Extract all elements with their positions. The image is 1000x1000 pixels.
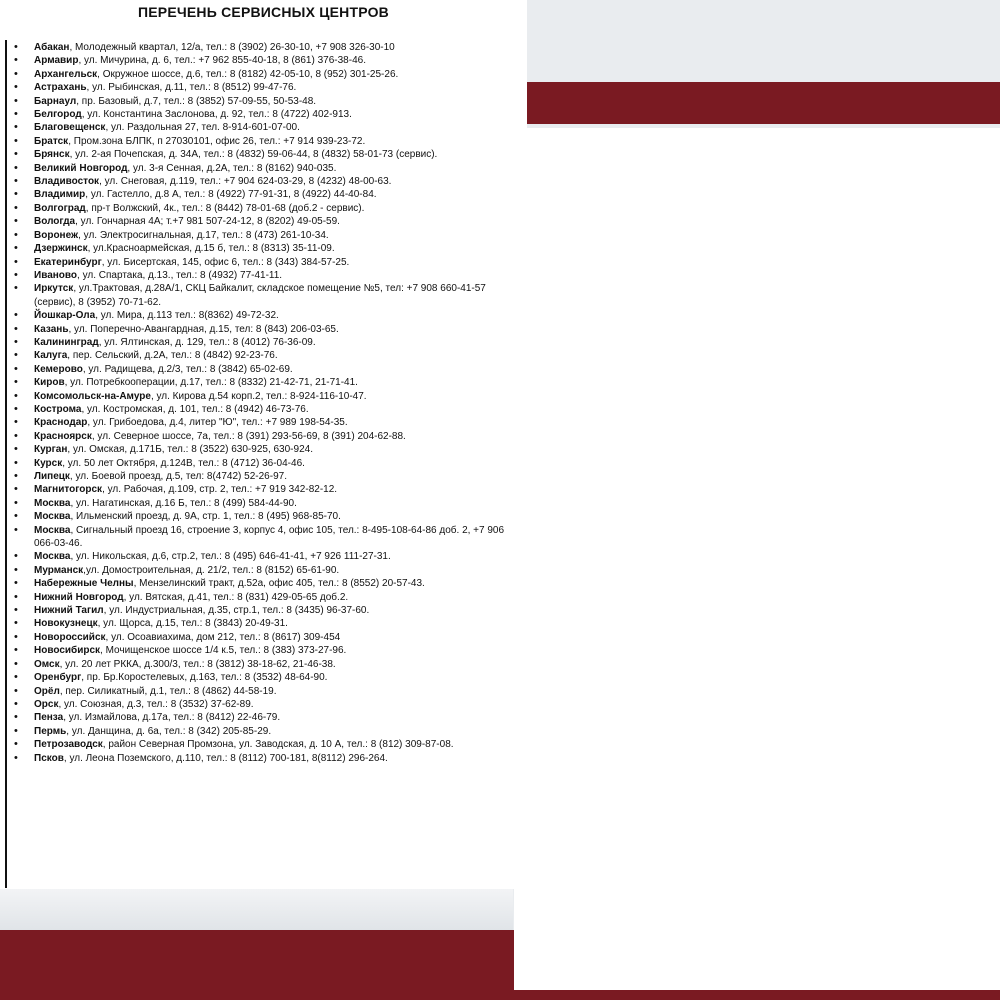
city-name: Нижний Новгород (34, 591, 124, 603)
list-item (10, 564, 516, 577)
list-item (10, 604, 516, 617)
address-text: , ул. Рыбинская, д.11, тел.: 8 (8512) 99-47-76. (86, 82, 297, 94)
city-name: Вологда (34, 216, 76, 228)
city-name: Орск (34, 698, 59, 710)
city-name: Калининград (34, 336, 99, 348)
list-item (10, 81, 516, 94)
list-item (10, 309, 516, 322)
address-text: , ул. Электросигнальная, д.17, тел.: 8 (473) 261-10-34. (78, 229, 329, 241)
grey-stripe (0, 888, 513, 933)
list-item (10, 229, 516, 242)
address-text: , Пром.зона БЛПК, п 27030101, офис 26, тел.: +7 914 939-23-72. (68, 135, 366, 147)
address-text: , ул. 50 лет Октября, д.124В, тел.: 8 (4712) 36-04-46. (62, 457, 305, 469)
city-name: Владимир (34, 189, 86, 201)
city-name: Новороссийск (34, 631, 106, 643)
address-text: , пер. Силикатный, д.1, тел.: 8 (4862) 44-58-19. (59, 685, 277, 697)
address-text: , ул. Боевой проезд, д.5, тел: 8(4742) 52-26-97. (69, 471, 287, 482)
address-text: , ул. Поперечно-Авангардная, д.15, тел: 8 (843) 206-03-65. (68, 323, 339, 335)
city-name: Йошкар-Ола (34, 310, 96, 322)
list-item (10, 188, 516, 201)
city-name: Иркутск (34, 283, 74, 295)
city-name: Москва (34, 551, 71, 563)
city-name: Белгород (34, 109, 82, 121)
address-text: , ул. Вятская, д.41, тел.: 8 (831) 429-05-65 доб.2. (123, 591, 349, 603)
list-item (10, 95, 516, 108)
city-name: Орёл (34, 685, 60, 697)
city-name: Армавир (34, 55, 79, 67)
list-item (10, 443, 516, 456)
list-item (10, 390, 516, 403)
address-text: , ул. Ялтинская, д. 129, тел.: 8 (4012) 76-36-09. (98, 336, 316, 348)
address-text: , ул. Грибоедова, д.4, литер "Ю", тел.: +7 989 198-54-35. (87, 417, 348, 429)
address-text: , Мочищенское шоссе 1/4 к.5, тел.: 8 (383) 373-27-96. (100, 645, 347, 657)
list-item (10, 54, 516, 67)
list-item (10, 282, 516, 309)
city-name: Мурманск (34, 564, 84, 576)
address-text: , ул. Гастелло, д.8 А, тел.: 8 (4922) 77-91-31, 8 (4922) 44-40-84. (85, 189, 377, 201)
address-text: , пр. Базовый, д.7, тел.: 8 (3852) 57-09-55, 50-53-48. (76, 95, 317, 107)
list-item (10, 671, 516, 684)
address-text: , ул. Никольская, д.6, стр.2, тел.: 8 (495) 646-41-41, +7 926 111-27-31. (70, 551, 391, 563)
address-text: ,ул. Домостроительная, д. 21/2, тел.: 8 (8152) 65-61-90. (83, 564, 340, 576)
address-text: , ул. Бисертская, 145, офис 6, тел.: 8 (343) 384-57-25. (101, 256, 350, 268)
city-name: Дзержинск (34, 243, 88, 255)
address-text: , ул. Данщина, д. 6а, тел.: 8 (342) 205-85-29. (66, 725, 272, 737)
city-name: Петрозаводск (34, 739, 103, 751)
list-item (10, 470, 516, 483)
address-text: , ул. Омская, д.171Б, тел.: 8 (3522) 630-925, 630-924. (67, 444, 313, 456)
list-item (10, 577, 516, 590)
list-item (10, 148, 516, 161)
address-text: , Ильменский проезд, д. 9А, стр. 1, тел.: 8 (495) 968-85-70. (70, 511, 341, 523)
address-text: , Сигнальный проезд 16, строение 3, корпус 4, офис 105, тел.: 8-495-108-64-86 доб. 2, +7 906 066-03-46. (34, 524, 505, 550)
city-name: Набережные Челны (34, 578, 134, 590)
city-name: Екатеринбург (34, 256, 102, 268)
address-text: , ул. Константина Заслонова, д. 92, тел.: 8 (4722) 402-913. (81, 109, 352, 121)
city-name: Липецк (34, 471, 70, 482)
address-text: , пер. Сельский, д.2А, тел.: 8 (4842) 92-23-76. (67, 350, 278, 362)
city-name: Пермь (34, 725, 67, 737)
city-name: Новосибирск (34, 645, 101, 657)
list-item (10, 323, 516, 336)
city-name: Благовещенск (34, 122, 106, 134)
city-name: Архангельск (34, 68, 98, 80)
list-item (10, 269, 516, 282)
address-text: , ул. Снеговая, д.119, тел.: +7 904 624-03-29, 8 (4232) 48-00-63. (99, 176, 392, 188)
address-text: , ул. Гончарная 4А; т.+7 981 507-24-12, 8 (8202) 49-05-59. (75, 216, 340, 228)
address-text: , ул. Осоавиахима, дом 212, тел.: 8 (8617) 309-454 (105, 631, 341, 643)
list-item (10, 644, 516, 657)
page-title: ПЕРЕЧЕНЬ СЕРВИСНЫХ ЦЕНТРОВ (137, 4, 389, 20)
address-text: , Мензелинский тракт, д.52а, офис 405, тел.: 8 (8552) 20-57-43. (133, 578, 425, 590)
address-text: , ул. Радищева, д.2/3, тел.: 8 (3842) 65-02-69. (82, 363, 293, 375)
left-margin-line (5, 40, 7, 888)
address-text: , ул. Мичурина, д. 6, тел.: +7 962 855-40-18, 8 (861) 376-38-46. (78, 55, 366, 67)
list-item (10, 242, 516, 255)
list-item (10, 376, 516, 389)
city-name: Москва (34, 497, 71, 509)
list-item (10, 591, 516, 604)
city-name: Псков (34, 752, 64, 764)
city-name: Волгоград (34, 202, 86, 214)
city-name: Иваново (34, 269, 78, 281)
city-name: Казань (34, 323, 69, 335)
list-item (10, 162, 516, 175)
city-name: Москва (34, 511, 71, 523)
city-name: Москва (34, 524, 71, 536)
city-name: Нижний Тагил (34, 605, 104, 617)
list-item (10, 685, 516, 698)
city-name: Курск (34, 457, 63, 469)
address-text: , ул. Северное шоссе, 7а, тел.: 8 (391) 293-56-69, 8 (391) 204-62-88. (91, 430, 406, 442)
city-name: Абакан (34, 42, 70, 53)
city-name: Омск (34, 658, 60, 670)
address-text: , ул. 20 лет РККА, д.300/3, тел.: 8 (3812) 38-18-62, 21-46-38. (59, 658, 336, 670)
list-item (10, 631, 516, 644)
list-item (10, 202, 516, 215)
city-name: Киров (34, 377, 65, 389)
address-text: , ул. Леона Поземского, д.110, тел.: 8 (8112) 700-181, 8(8112) 296-264. (63, 752, 388, 764)
address-text: , ул. Индустриальная, д.35, стр.1, тел.: 8 (3435) 96-37-60. (103, 605, 370, 617)
address-text: , ул. Рабочая, д.109, стр. 2, тел.: +7 919 342-82-12. (102, 484, 338, 496)
list-item (10, 121, 516, 134)
city-name: Новокузнецк (34, 618, 98, 630)
list-item (10, 416, 516, 429)
address-text: , пр. Бр.Коростелевых, д.163, тел.: 8 (3532) 48-64-90. (81, 672, 328, 684)
city-name: Пенза (34, 712, 64, 724)
city-name: Братск (34, 135, 69, 147)
address-text: , пр-т Волжский, 4к., тел.: 8 (8442) 78-01-68 (доб.2 - сервис). (85, 202, 365, 214)
list-item (10, 363, 516, 376)
city-name: Комсомольск-на-Амуре (34, 390, 151, 402)
document-page-right (514, 128, 1000, 990)
list-item (10, 738, 516, 751)
city-name: Курган (34, 444, 68, 456)
city-name: Краснодар (34, 417, 88, 429)
address-text: , ул. Измайлова, д.17а, тел.: 8 (8412) 22-46-79. (63, 712, 281, 724)
list-item (10, 658, 516, 671)
address-text: , Окружное шоссе, д.6, тел.: 8 (8182) 42-05-10, 8 (952) 301-25-26. (97, 68, 399, 80)
address-text: , Молодежный квартал, 12/а, тел.: 8 (3902) 26-30-10, +7 908 326-30-10 (69, 42, 395, 53)
list-item (10, 698, 516, 711)
list-item (10, 403, 516, 416)
city-name: Оренбург (34, 672, 82, 684)
list-item (10, 430, 516, 443)
list-item (10, 725, 516, 738)
address-text: , ул.Трактовая, д.28А/1, СКЦ Байкалит, складское помещение №5, тел: +7 908 660-41-57 (сервис), 8 (3952) 70-71-62. (34, 283, 486, 308)
list-item (10, 349, 516, 362)
address-text: , ул. Потребкооперации, д.17, тел.: 8 (8332) 21-42-71, 21-71-41. (64, 377, 358, 389)
city-name: Калуга (34, 350, 68, 362)
list-item (10, 41, 516, 54)
list-item (10, 336, 516, 349)
address-text: , район Северная Промзона, ул. Заводская, д. 10 А, тел.: 8 (812) 309-87-08. (102, 739, 454, 751)
city-name: Магнитогорск (34, 484, 103, 496)
city-name: Брянск (34, 149, 70, 161)
list-item (10, 483, 516, 496)
list-item (10, 524, 516, 551)
city-name: Воронеж (34, 229, 79, 241)
list-item (10, 215, 516, 228)
address-text: , ул. Костромская, д. 101, тел.: 8 (4942) 46-73-76. (81, 403, 309, 415)
list-item (10, 497, 516, 510)
address-text: , ул. 3-я Сенная, д.2А, тел.: 8 (8162) 940-035. (127, 162, 337, 174)
document-page-left (0, 0, 527, 889)
address-text: , ул. Союзная, д.3, тел.: 8 (3532) 37-62-89. (58, 698, 254, 710)
list-item (10, 510, 516, 523)
city-name: Владивосток (34, 176, 100, 188)
address-text: , ул. Щорса, д.15, тел.: 8 (3843) 20-49-31. (97, 618, 288, 630)
service-center-list-left (10, 41, 516, 765)
address-text: , ул. Нагатинская, д.16 Б, тел.: 8 (499) 584-44-90. (70, 497, 297, 509)
list-item (10, 135, 516, 148)
address-text: , ул. Раздольная 27, тел. 8-914-601-07-00. (105, 122, 300, 134)
list-item (10, 256, 516, 269)
list-item (10, 617, 516, 630)
list-item (10, 175, 516, 188)
city-name: Барнаул (34, 95, 77, 107)
maroon-banner-top (527, 82, 1000, 124)
city-name: Красноярск (34, 430, 92, 442)
address-text: , ул. 2-ая Почепская, д. 34А, тел.: 8 (4832) 59-06-44, 8 (4832) 58-01-73 (сервис). (69, 149, 438, 161)
list-item (10, 457, 516, 470)
city-name: Кемерово (34, 363, 83, 375)
list-item (10, 108, 516, 121)
list-item (10, 752, 516, 765)
address-text: , ул.Красноармейская, д.15 б, тел.: 8 (8313) 35-11-09. (87, 243, 335, 255)
city-name: Астрахань (34, 82, 87, 94)
address-text: , ул. Мира, д.113 тел.: 8(8362) 49-72-32. (95, 310, 279, 322)
city-name: Кострома (34, 403, 82, 415)
city-name: Великий Новгород (34, 162, 128, 174)
address-text: , ул. Спартака, д.13., тел.: 8 (4932) 77-41-11. (77, 269, 283, 281)
list-item (10, 68, 516, 81)
address-text: , ул. Кирова д.54 корп.2, тел.: 8-924-116-10-47. (150, 390, 367, 402)
list-item (10, 550, 516, 563)
list-item (10, 711, 516, 724)
